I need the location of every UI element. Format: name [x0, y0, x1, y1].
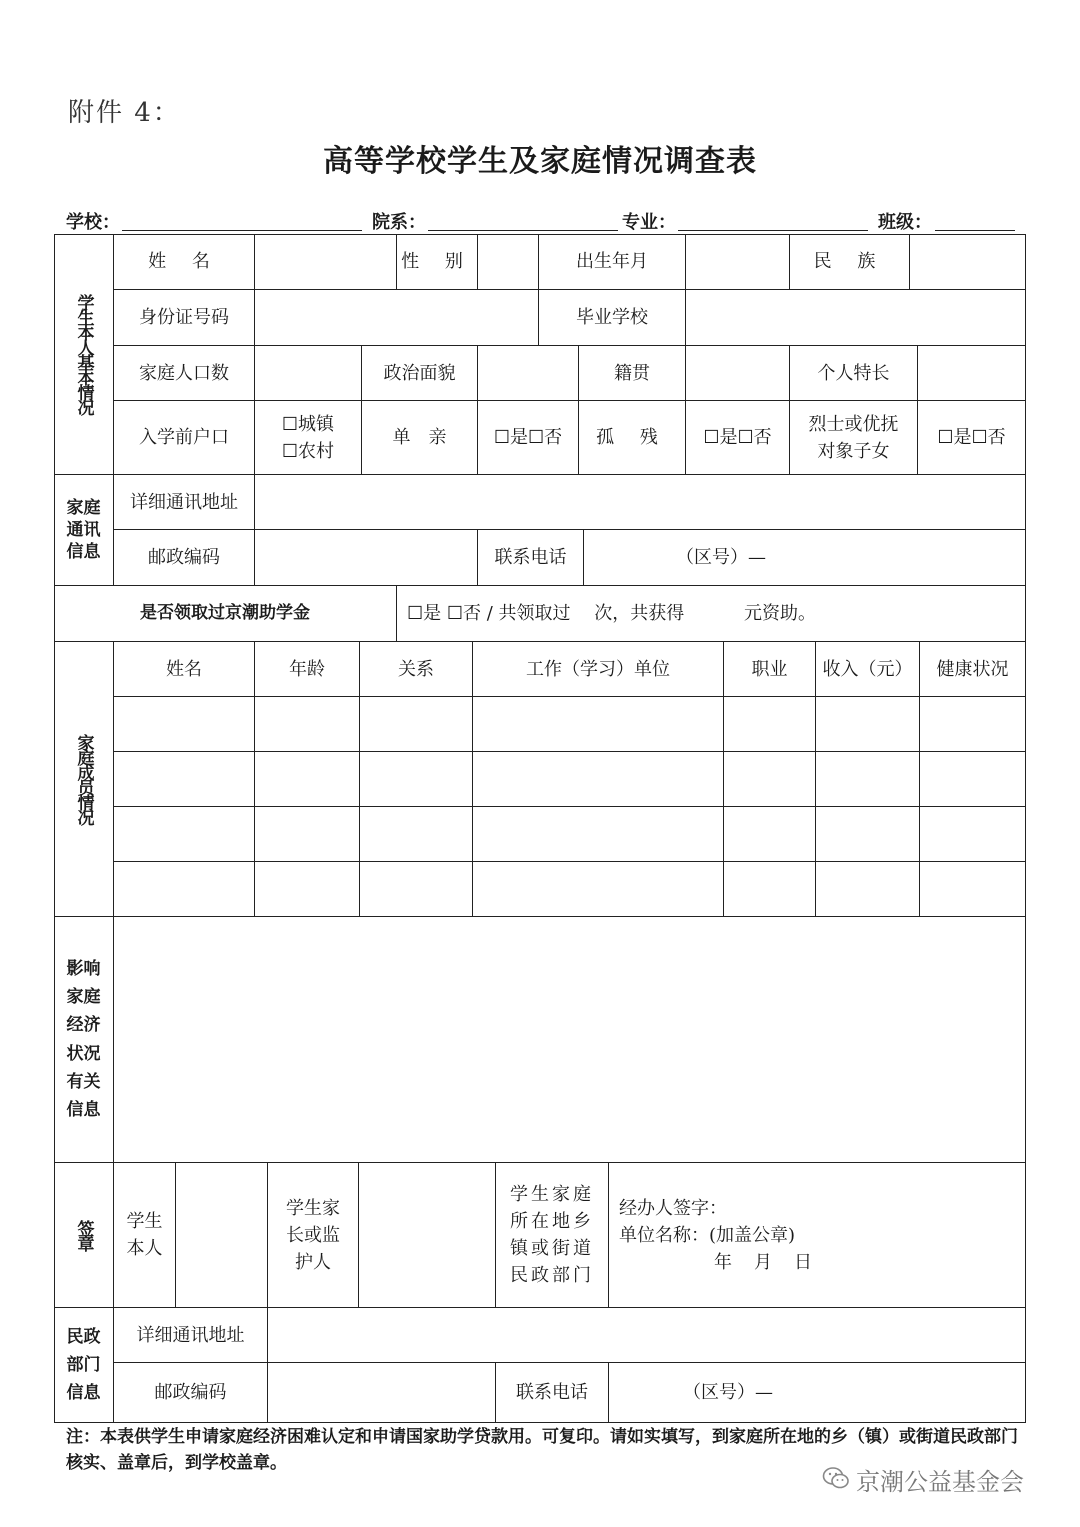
civil-address-label: 详细通讯地址 [114, 1308, 268, 1363]
contact-postcode-label: 邮政编码 [114, 530, 255, 586]
handler-signature-label: 经办人签字： [619, 1197, 727, 1219]
family-member-cell[interactable] [724, 862, 816, 917]
major-field[interactable] [678, 230, 868, 231]
specialty-field[interactable] [918, 346, 1026, 401]
family-member-cell[interactable] [255, 807, 360, 862]
birth-field[interactable] [686, 234, 790, 290]
guardian-sign-label [268, 1163, 359, 1308]
economic-info-field[interactable] [114, 917, 1026, 1163]
guardian-signature-field[interactable] [359, 1163, 496, 1308]
signature-section-label: 签章 [54, 1163, 114, 1308]
martyr-label-line1: 烈士或优抚 [808, 413, 899, 435]
wechat-icon [822, 1466, 850, 1490]
graduated-school-field[interactable] [686, 290, 1026, 346]
family-member-cell[interactable] [114, 862, 255, 917]
family-member-cell[interactable] [473, 807, 724, 862]
name-label: 姓 名 [114, 234, 255, 290]
student-sign-label [114, 1163, 176, 1308]
col-occupation: 职业 [724, 642, 816, 697]
family-member-cell[interactable] [360, 807, 473, 862]
gender-field[interactable] [478, 234, 539, 290]
col-income: 收入（元） [816, 642, 920, 697]
family-size-label: 家庭人口数 [114, 346, 255, 401]
civil-sign-line: 学生家庭 [510, 1184, 594, 1205]
name-field[interactable] [255, 234, 397, 290]
urban-checkbox[interactable]: ☐城镇 [281, 413, 335, 435]
civil-address-field[interactable] [268, 1308, 1026, 1363]
family-section-label: 家庭成员情况 [54, 642, 114, 917]
id-number-field[interactable] [255, 290, 539, 346]
native-place-field[interactable] [686, 346, 790, 401]
col-health: 健康状况 [920, 642, 1026, 697]
col-age: 年龄 [255, 642, 360, 697]
civil-postcode-label: 邮政编码 [114, 1363, 268, 1423]
school-label: 学校： [66, 212, 120, 233]
civil-sign-line: 民政部门 [510, 1265, 594, 1286]
attachment-label: 附件 4： [68, 98, 181, 128]
gender-label: 性 别 [397, 234, 478, 290]
department-field[interactable] [428, 230, 618, 231]
family-member-cell[interactable] [816, 807, 920, 862]
col-work-unit: 工作（学习）单位 [473, 642, 724, 697]
economic-label-line: 信息 [66, 1099, 101, 1120]
civil-dept-sign-label [496, 1163, 609, 1308]
school-field[interactable] [122, 230, 362, 231]
student-sign-line: 学生 [126, 1211, 163, 1232]
family-member-cell[interactable] [360, 752, 473, 807]
contact-label-line: 信息 [66, 542, 101, 563]
scholarship-question: 是否领取过京潮助学金 [54, 586, 397, 642]
family-member-cell[interactable] [360, 862, 473, 917]
martyr-label [790, 401, 918, 475]
family-member-cell[interactable] [920, 807, 1026, 862]
martyr-label-line2: 对象子女 [817, 440, 890, 462]
martyr-yes-no[interactable]: ☐是☐否 [918, 401, 1026, 475]
family-member-cell[interactable] [114, 807, 255, 862]
family-member-cell[interactable] [360, 697, 473, 752]
family-size-field[interactable] [255, 346, 362, 401]
family-member-cell[interactable] [816, 697, 920, 752]
single-parent-yes-no[interactable]: ☐是☐否 [478, 401, 579, 475]
family-member-cell[interactable] [473, 862, 724, 917]
family-member-cell[interactable] [114, 697, 255, 752]
graduated-school-label: 毕业学校 [539, 290, 686, 346]
civil-postcode-field[interactable] [268, 1363, 496, 1423]
native-place-label: 籍贯 [579, 346, 686, 401]
col-relation: 关系 [360, 642, 473, 697]
student-signature-field[interactable] [176, 1163, 268, 1308]
family-member-cell[interactable] [255, 697, 360, 752]
family-member-cell[interactable] [724, 752, 816, 807]
footer-note: 注：本表供学生申请家庭经济困难认定和申请国家助学贷款用。可复印。请如实填写，到家庭所在地的乡（镇）或街道民政部门核实、盖章后，到学校盖章。 [66, 1427, 1018, 1474]
department-label: 院系： [372, 212, 426, 233]
orphan-yes-no[interactable]: ☐是☐否 [686, 401, 790, 475]
household-options[interactable] [255, 401, 362, 475]
form-title: 高等学校学生及家庭情况调查表 [323, 144, 757, 179]
economic-label-line: 状况 [66, 1043, 101, 1064]
family-member-cell[interactable] [816, 862, 920, 917]
civil-sign-line: 所在地乡 [510, 1211, 594, 1232]
family-member-cell[interactable] [114, 752, 255, 807]
rural-checkbox[interactable]: ☐农村 [281, 440, 335, 462]
ethnicity-field[interactable] [910, 234, 1026, 290]
contact-address-field[interactable] [255, 475, 1026, 530]
family-member-cell[interactable] [255, 862, 360, 917]
civil-phone-label: 联系电话 [496, 1363, 609, 1423]
contact-section-label [54, 475, 114, 586]
contact-phone-label: 联系电话 [478, 530, 584, 586]
family-member-cell[interactable] [473, 697, 724, 752]
economic-label-line: 经济 [66, 1015, 101, 1036]
unit-name-label: 单位名称：(加盖公章) [619, 1224, 796, 1246]
family-member-cell[interactable] [473, 752, 724, 807]
class-field[interactable] [935, 230, 1015, 231]
family-member-cell[interactable] [724, 697, 816, 752]
contact-label-line: 通讯 [66, 519, 101, 540]
contact-label-line: 家庭 [66, 497, 101, 518]
civil-label-line: 部门 [66, 1354, 101, 1375]
contact-address-label: 详细通讯地址 [114, 475, 255, 530]
economic-label-line: 家庭 [66, 987, 101, 1008]
contact-phone-field[interactable]: （区号）— [584, 530, 1026, 586]
economic-label-line: 影响 [66, 959, 101, 980]
guardian-sign-line: 学生家 [286, 1197, 340, 1219]
civil-label-line: 信息 [66, 1383, 101, 1404]
civil-phone-field[interactable]: （区号）— [609, 1363, 1026, 1423]
family-member-cell[interactable] [724, 807, 816, 862]
political-status-label: 政治面貌 [362, 346, 478, 401]
civil-sign-line: 镇或街道 [510, 1238, 594, 1259]
ethnicity-label: 民 族 [790, 234, 910, 290]
student-sign-line: 本人 [126, 1238, 163, 1259]
watermark-text: 京潮公益基金会 [856, 1468, 1024, 1496]
family-member-cell[interactable] [920, 752, 1026, 807]
orphan-label: 孤 残 [579, 401, 686, 475]
birth-label: 出生年月 [539, 234, 686, 290]
single-parent-label: 单 亲 [362, 401, 478, 475]
family-member-cell[interactable] [255, 752, 360, 807]
student-section-label: 学生本人基本情况 [54, 234, 114, 475]
guardian-sign-line: 长或监 [286, 1224, 340, 1246]
id-number-label: 身份证号码 [114, 290, 255, 346]
contact-postcode-field[interactable] [255, 530, 478, 586]
household-label: 入学前户口 [114, 401, 255, 475]
col-name: 姓名 [114, 642, 255, 697]
economic-label-line: 有关 [66, 1071, 101, 1092]
civil-section-label [54, 1308, 114, 1423]
guardian-sign-line: 护人 [295, 1251, 331, 1273]
major-label: 专业： [622, 212, 676, 233]
date-label: 年 月 日 [714, 1251, 814, 1273]
political-status-field[interactable] [478, 346, 579, 401]
specialty-label: 个人特长 [790, 346, 918, 401]
family-member-cell[interactable] [920, 697, 1026, 752]
civil-dept-stamp-field[interactable] [609, 1163, 1026, 1308]
scholarship-answer[interactable]: ☐是 ☐否 / 共领取过 次，共获得 元资助。 [397, 586, 1026, 642]
class-label: 班级： [878, 212, 932, 233]
family-member-cell[interactable] [816, 752, 920, 807]
civil-label-line: 民政 [66, 1326, 101, 1347]
family-member-cell[interactable] [920, 862, 1026, 917]
economic-section-label [54, 917, 114, 1163]
